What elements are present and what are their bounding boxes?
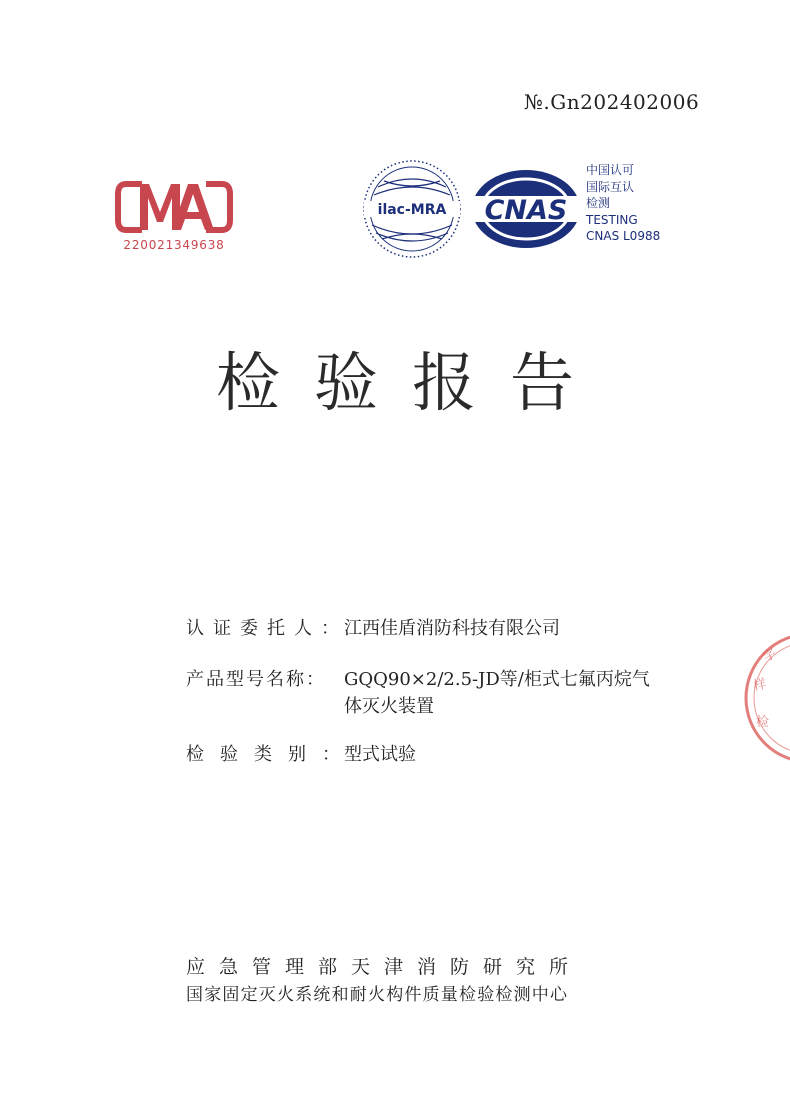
organization-name: 应急管理部天津消防研究所 (186, 956, 583, 978)
product-label: 产品型号名称： (186, 669, 326, 690)
test-type-label: 检验类别： (186, 744, 356, 765)
cnas-caption-line: 中国认可 (586, 163, 635, 177)
cma-code: 220021349638 (123, 238, 225, 252)
cnas-caption-line: CNAS L0988 (586, 229, 661, 243)
client-value: 江西佳盾消防科技有限公司 (344, 618, 560, 639)
cnas-caption-line: 检测 (586, 196, 611, 210)
ilac-mra-logo (360, 157, 464, 261)
official-seal (742, 628, 790, 768)
product-value: GQQ90×2/2.5-JD等/柜式七氟丙烷气体灭火装置 (344, 669, 650, 717)
cnas-logo (470, 168, 582, 250)
cnas-caption-line: TESTING (586, 212, 638, 227)
report-number: №.Gn202402006 (524, 90, 700, 114)
organization-center: 国家固定灭火系统和耐火构件质量检验检测中心 (186, 985, 569, 1005)
client-label: 认证委托人： (186, 618, 348, 639)
cnas-caption-line: 国际互认 (586, 179, 635, 194)
test-type-value: 型式试验 (344, 744, 416, 765)
cnas-caption (586, 162, 660, 245)
seal-fragment: 检 (756, 715, 770, 730)
svg-text:字: 字 (760, 645, 780, 666)
report-title: 检验报告 (216, 347, 608, 421)
svg-text:CNAS: CNAS (484, 195, 568, 226)
svg-text:样: 样 (752, 676, 768, 694)
svg-text:ilac-MRA: ilac-MRA (377, 202, 447, 218)
